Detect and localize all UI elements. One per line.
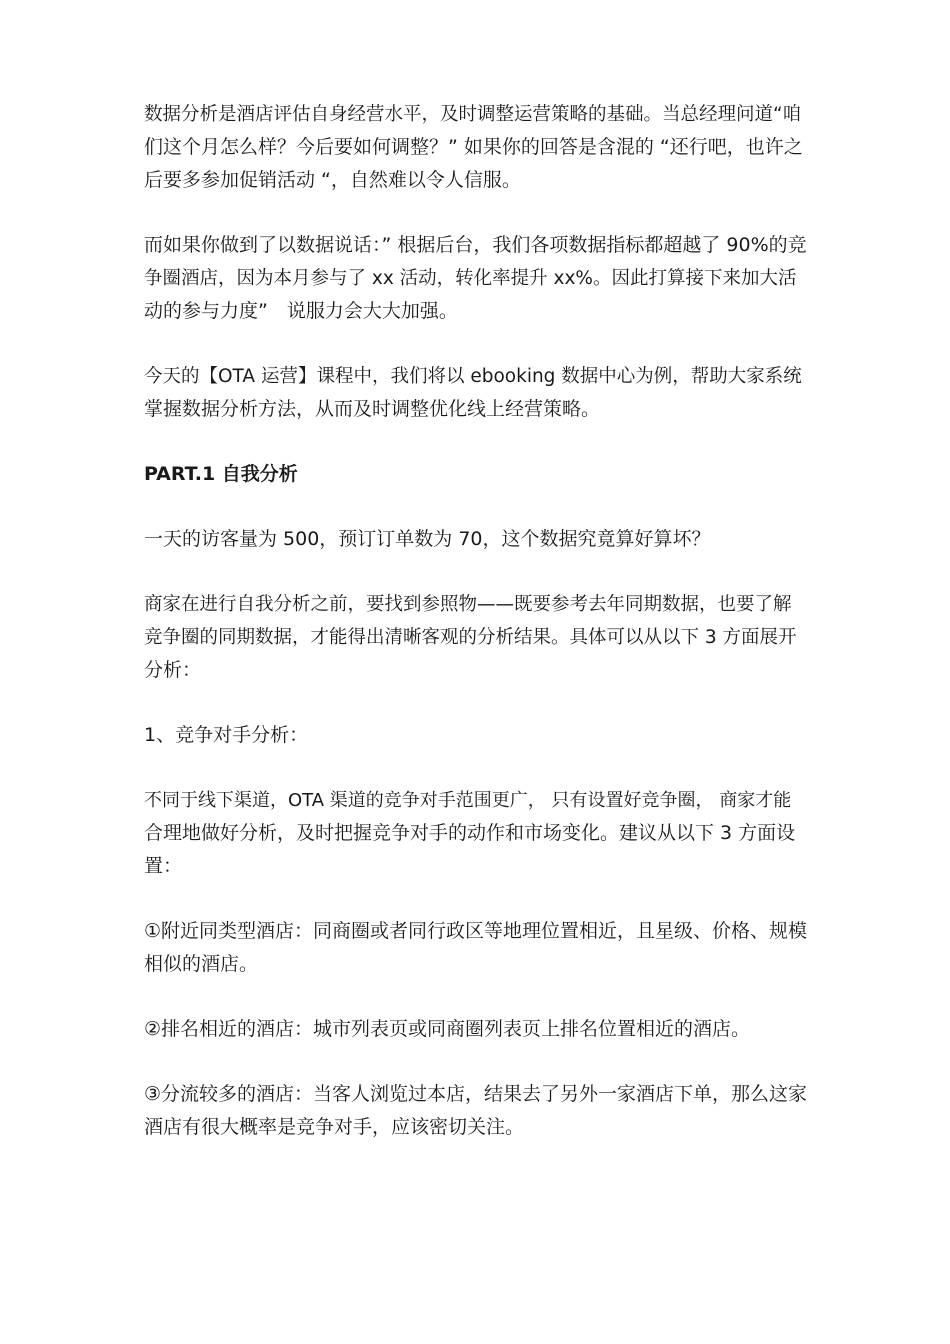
item-1-line-2: 相似的酒店。 (144, 953, 259, 975)
contrast-line-2: 争圈酒店，因为本月参与了 xx 活动，转化率提升 xx%。因此打算接下来加大活 (144, 268, 797, 289)
document-body (144, 98, 808, 1144)
item-2-line-1: ②排名相近的酒店：城市列表页或同商圈列表页上排名位置相近的酒店。 (144, 1018, 751, 1040)
reference-line-1: 商家在进行自我分析之前，要找到参照物——既要参考去年同期数据，也要了解 (144, 594, 792, 615)
section1-title (144, 719, 808, 752)
competitor-line-1: 不同于线下渠道，OTA 渠道的竞争对手范围更广， 只有设置好竞争圈， 商家才能 (144, 790, 792, 811)
course-line-2: 掌握数据分析方法，从而及时调整优化线上经营策略。 (144, 398, 601, 420)
competitor-line-3: 置： (144, 855, 183, 877)
intro-line-2: 们这个月怎么样？今后要如何调整？” 如果你的回答是含混的 “还行吧，也许之 (144, 136, 803, 158)
reference-paragraph (144, 588, 808, 687)
contrast-line-3: 动的参与力度” 说服力会大大加强。 (144, 300, 458, 322)
item-2-paragraph (144, 1013, 808, 1046)
item-3-paragraph (144, 1078, 808, 1144)
item-1-line-1: ①附近同类型酒店：同商圈或者同行政区等地理位置相近，且星级、价格、规模 (144, 920, 808, 942)
part1-heading: PART.1 自我分析 (144, 463, 298, 485)
competitor-paragraph (144, 784, 808, 883)
competitor-line-2: 合理地做好分析，及时把握竞争对手的动作和市场变化。建议从以下 3 方面设 (144, 822, 796, 844)
intro-paragraph (144, 98, 808, 197)
item-3-line-2: 酒店有很大概率是竞争对手，应该密切关注。 (144, 1116, 525, 1138)
section1-title-text: 1、竞争对手分析： (144, 724, 309, 746)
item-1-paragraph (144, 915, 808, 981)
question-line-1: 一天的访客量为 500，预订订单数为 70，这个数据究竟算好算坏？ (144, 528, 711, 550)
question-paragraph (144, 523, 808, 556)
course-line-1: 今天的【OTA 运营】课程中，我们将以 ebooking 数据中心为例，帮助大家系统 (144, 366, 802, 387)
reference-line-3: 分析： (144, 659, 202, 681)
contrast-line-1: 而如果你做到了以数据说话：” 根据后台，我们各项数据指标都超越了 90%的竞 (144, 234, 807, 256)
intro-line-1: 数据分析是酒店评估自身经营水平，及时调整运营策略的基础。当总经理问道“咱 (144, 104, 802, 125)
course-paragraph (144, 360, 808, 426)
reference-line-2: 竞争圈的同期数据，才能得出清晰客观的分析结果。具体可以从以下 3 方面展开 (144, 627, 797, 648)
item-3-line-1: ③分流较多的酒店：当客人浏览过本店，结果去了另外一家酒店下单，那么这家 (144, 1083, 808, 1105)
intro-line-3: 后要多参加促销活动 “，自然难以令人信服。 (144, 169, 521, 191)
contrast-paragraph (144, 229, 808, 328)
